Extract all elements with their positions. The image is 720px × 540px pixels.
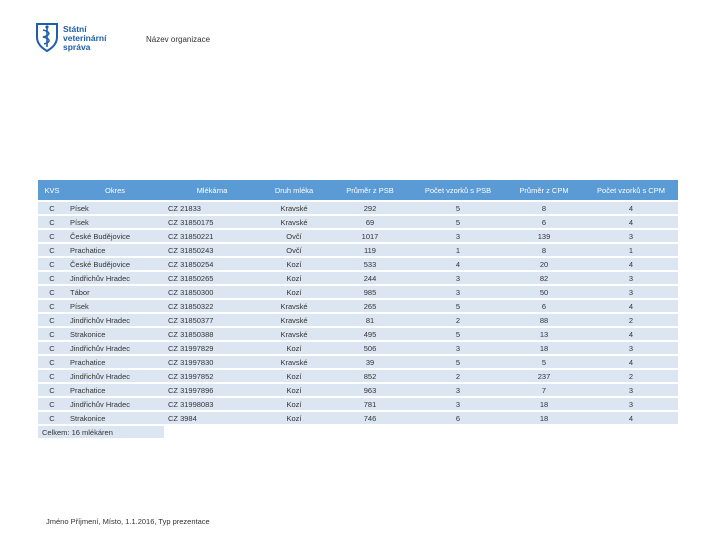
table-cell: 6: [504, 216, 584, 228]
table-cell: Prachatice: [66, 244, 164, 256]
table-cell: 3: [584, 272, 678, 284]
table-cell: 50: [504, 286, 584, 298]
table-cell: 119: [328, 244, 412, 256]
table-cell: C: [38, 272, 66, 284]
table-cell: Kravské: [260, 216, 328, 228]
table-cell: Kravské: [260, 202, 328, 214]
summary-cell: Celkem: 16 mlékáren: [38, 426, 164, 438]
table-cell: C: [38, 202, 66, 214]
table-cell: 39: [328, 356, 412, 368]
table-cell: C: [38, 342, 66, 354]
table-cell: 18: [504, 398, 584, 410]
table-cell: 2: [584, 314, 678, 326]
table-cell: CZ 31997830: [164, 356, 260, 368]
table-cell: Jindřichův Hradec: [66, 370, 164, 382]
table-cell: Kravské: [260, 314, 328, 326]
logo-line-3: správa: [63, 42, 91, 52]
table-cell: 5: [412, 328, 504, 340]
table-cell: České Budějovice: [66, 230, 164, 242]
table-row: [38, 398, 678, 410]
table-cell: 292: [328, 202, 412, 214]
table-cell: 3: [412, 398, 504, 410]
table-cell: CZ 31997852: [164, 370, 260, 382]
table-cell: 4: [584, 202, 678, 214]
table-cell: 4: [412, 258, 504, 270]
table-cell: C: [38, 244, 66, 256]
column-header: KVS: [38, 180, 66, 200]
table-cell: CZ 31850254: [164, 258, 260, 270]
table-cell: 852: [328, 370, 412, 382]
table-cell: C: [38, 370, 66, 382]
table-cell: Kozí: [260, 412, 328, 424]
table-cell: Strakonice: [66, 412, 164, 424]
table-cell: 3: [584, 342, 678, 354]
table-cell: 6: [412, 412, 504, 424]
table-cell: 6: [504, 300, 584, 312]
table-cell: Kozí: [260, 398, 328, 410]
table-row: [38, 244, 678, 256]
table-cell: C: [38, 412, 66, 424]
table-row: [38, 370, 678, 382]
table-cell: 4: [584, 412, 678, 424]
table-cell: 265: [328, 300, 412, 312]
table-cell: 8: [504, 244, 584, 256]
table-cell: Kozí: [260, 342, 328, 354]
table-row: [38, 328, 678, 340]
table-cell: 69: [328, 216, 412, 228]
milk-data-table: [38, 178, 678, 440]
summary-row: [38, 426, 678, 438]
table-cell: 18: [504, 412, 584, 424]
table-cell: 5: [412, 300, 504, 312]
table-cell: CZ 31850221: [164, 230, 260, 242]
table-cell: 4: [584, 328, 678, 340]
table-cell: CZ 21833: [164, 202, 260, 214]
table-cell: 3: [412, 286, 504, 298]
table-cell: 2: [584, 370, 678, 382]
table-cell: 746: [328, 412, 412, 424]
table-cell: 963: [328, 384, 412, 396]
table-cell: 1017: [328, 230, 412, 242]
table-cell: 4: [584, 216, 678, 228]
svs-logo: [34, 22, 106, 52]
table-cell: CZ 31850300: [164, 286, 260, 298]
table-row: [38, 258, 678, 270]
table-cell: Kozí: [260, 286, 328, 298]
table-row: [38, 216, 678, 228]
table-cell: 5: [412, 356, 504, 368]
table-cell: C: [38, 356, 66, 368]
table-cell: CZ 3984: [164, 412, 260, 424]
table-cell: CZ 31850388: [164, 328, 260, 340]
table-cell: 4: [584, 356, 678, 368]
table-cell: 5: [412, 202, 504, 214]
table-row: [38, 342, 678, 354]
table-cell: Jindřichův Hradec: [66, 272, 164, 284]
column-header: Počet vzorků s PSB: [412, 180, 504, 200]
table-cell: Kravské: [260, 328, 328, 340]
table-cell: 4: [584, 300, 678, 312]
table-cell: 20: [504, 258, 584, 270]
table-cell: 3: [412, 230, 504, 242]
table-cell: 3: [412, 272, 504, 284]
table-cell: CZ 31850377: [164, 314, 260, 326]
table-row: [38, 384, 678, 396]
table-row: [38, 272, 678, 284]
table-row: [38, 230, 678, 242]
table-row: [38, 412, 678, 424]
organization-name: Název organizace: [146, 35, 211, 44]
table-cell: Kozí: [260, 384, 328, 396]
shield-logo-icon: [34, 22, 60, 52]
table-header-row: [38, 180, 678, 200]
table-cell: 18: [504, 342, 584, 354]
table-cell: Tábor: [66, 286, 164, 298]
table-cell: CZ 31850265: [164, 272, 260, 284]
column-header: Okres: [66, 180, 164, 200]
table-cell: C: [38, 258, 66, 270]
table-cell: 81: [328, 314, 412, 326]
table-cell: Kravské: [260, 300, 328, 312]
table-cell: Jindřichův Hradec: [66, 314, 164, 326]
column-header: Průměr z PSB: [328, 180, 412, 200]
table-row: [38, 286, 678, 298]
logo-line-2: veterinární: [63, 33, 107, 43]
table-cell: 7: [504, 384, 584, 396]
table-cell: Ovčí: [260, 244, 328, 256]
table-cell: CZ 31850243: [164, 244, 260, 256]
table-cell: Písek: [66, 216, 164, 228]
logo-text: [63, 25, 106, 52]
table-cell: 3: [584, 398, 678, 410]
table-cell: 3: [412, 384, 504, 396]
column-header: Mlékárna: [164, 180, 260, 200]
table-cell: 3: [584, 230, 678, 242]
table-cell: CZ 31850322: [164, 300, 260, 312]
logo-line-1: Státní: [63, 24, 87, 34]
table-cell: 5: [504, 356, 584, 368]
table-cell: 2: [412, 370, 504, 382]
footer-text: Jméno Příjmení, Místo, 1.1.2016, Typ prezentace: [46, 517, 210, 526]
table-cell: 506: [328, 342, 412, 354]
table-row: [38, 202, 678, 214]
table-cell: C: [38, 398, 66, 410]
table-cell: Písek: [66, 300, 164, 312]
table-cell: 88: [504, 314, 584, 326]
table-row: [38, 314, 678, 326]
table-cell: Prachatice: [66, 356, 164, 368]
table-cell: 495: [328, 328, 412, 340]
table-cell: Prachatice: [66, 384, 164, 396]
table-cell: C: [38, 384, 66, 396]
table-cell: 13: [504, 328, 584, 340]
table-cell: Kravské: [260, 356, 328, 368]
table-cell: 985: [328, 286, 412, 298]
table-cell: Kozí: [260, 272, 328, 284]
table-cell: 5: [412, 216, 504, 228]
table-cell: C: [38, 286, 66, 298]
table-cell: Ovčí: [260, 230, 328, 242]
summary-spacer: [164, 426, 678, 438]
column-header: Počet vzorků s CPM: [584, 180, 678, 200]
table-cell: C: [38, 300, 66, 312]
table-cell: 8: [504, 202, 584, 214]
table-cell: 533: [328, 258, 412, 270]
table-cell: Kozí: [260, 258, 328, 270]
table-cell: CZ 31997896: [164, 384, 260, 396]
table-row: [38, 356, 678, 368]
table-row: [38, 300, 678, 312]
table-cell: 781: [328, 398, 412, 410]
table-cell: CZ 31850175: [164, 216, 260, 228]
table-cell: C: [38, 328, 66, 340]
table-cell: Strakonice: [66, 328, 164, 340]
table-cell: Písek: [66, 202, 164, 214]
table-cell: 1: [584, 244, 678, 256]
table-cell: C: [38, 216, 66, 228]
table-cell: C: [38, 314, 66, 326]
table-cell: 4: [584, 258, 678, 270]
table-cell: C: [38, 230, 66, 242]
table-cell: CZ 31998083: [164, 398, 260, 410]
table-cell: 3: [412, 342, 504, 354]
table-cell: 3: [584, 384, 678, 396]
table-cell: CZ 31997829: [164, 342, 260, 354]
table-cell: Jindřichův Hradec: [66, 398, 164, 410]
table-cell: 82: [504, 272, 584, 284]
table-cell: 1: [412, 244, 504, 256]
table-cell: 2: [412, 314, 504, 326]
table-cell: Kozí: [260, 370, 328, 382]
column-header: Druh mléka: [260, 180, 328, 200]
table-cell: 3: [584, 286, 678, 298]
table-cell: Jindřichův Hradec: [66, 342, 164, 354]
table-cell: České Budějovice: [66, 258, 164, 270]
table-cell: 139: [504, 230, 584, 242]
table-cell: 237: [504, 370, 584, 382]
column-header: Průměr z CPM: [504, 180, 584, 200]
table-cell: 244: [328, 272, 412, 284]
table-body: [38, 202, 678, 438]
